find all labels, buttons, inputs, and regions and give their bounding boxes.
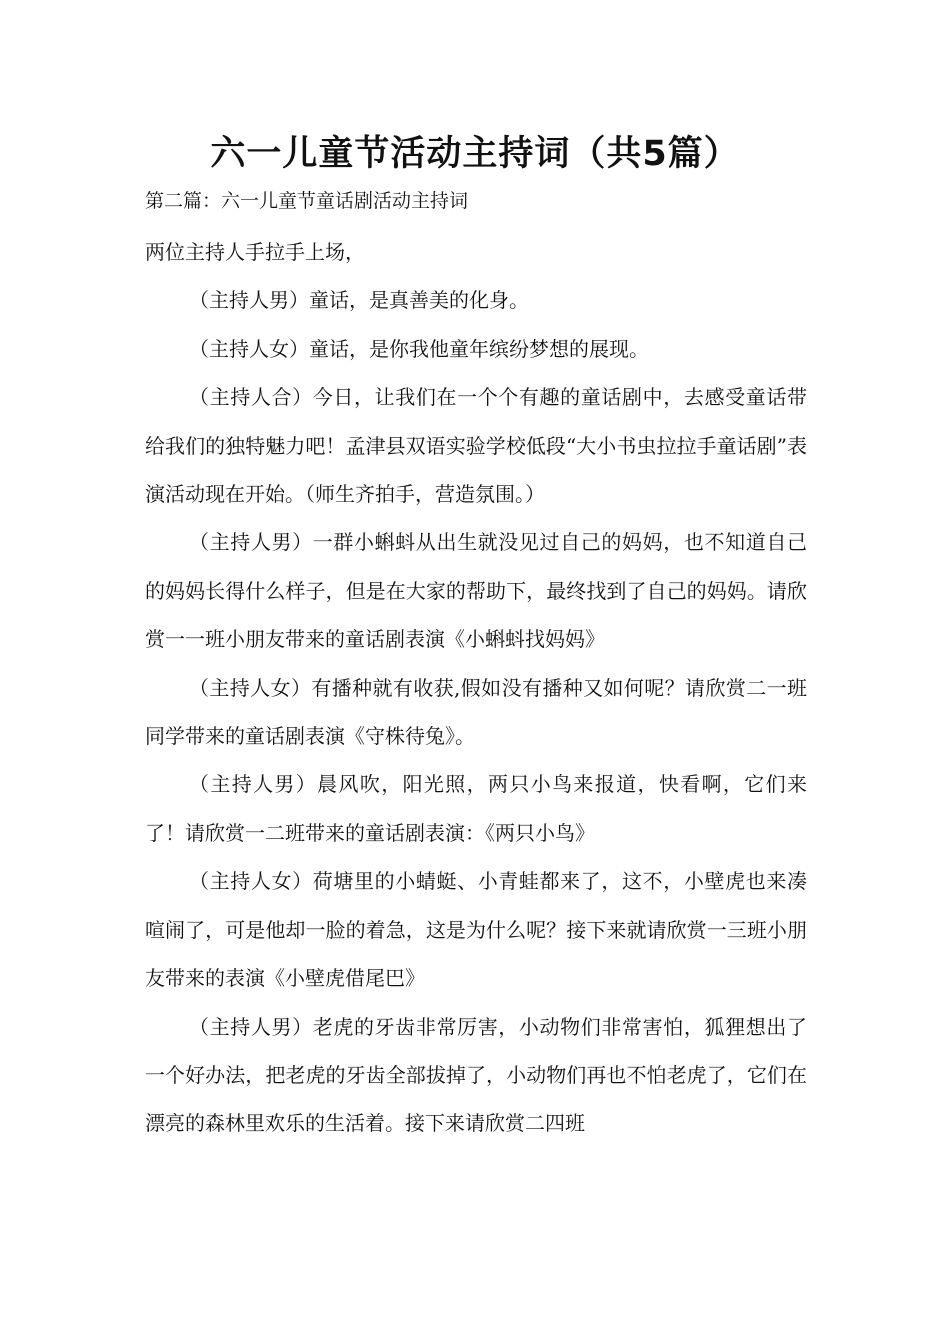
paragraph: （主持人女）有播种就有收获,假如没有播种又如何呢？请欣赏二一班同学带来的童话剧表演《守株待兔》。 <box>145 675 807 749</box>
paragraph: （主持人男）老虎的牙齿非常厉害，小动物们非常害怕，狐狸想出了一个好办法，把老虎的牙齿全部拔掉了，小动物们再也不怕老虎了，它们在漂亮的森林里欢乐的生活着。接下来请欣赏二四班 <box>145 1014 807 1136</box>
paragraph: （主持人男）一群小蝌蚪从出生就没见过自己的妈妈，也不知道自己的妈妈长得什么样子，但是在大家的帮助下，最终找到了自己的妈妈。请欣赏一一班小朋友带来的童话剧表演《小蝌蚪找妈妈》 <box>145 530 807 652</box>
paragraph-entrance: 两位主持人手拉手上场， <box>145 240 365 264</box>
document-body <box>145 228 807 1148</box>
paragraph: （主持人女）荷塘里的小蜻蜓、小青蛙都来了，这不，小壁虎也来凑喧闹了，可是他却一脸的着急，这是为什么呢？接下来就请欣赏一三班小朋友带来的表演《小壁虎借尾巴》 <box>145 869 807 991</box>
paragraph: （主持人女）童话，是你我他童年缤纷梦想的展现。 <box>189 336 649 361</box>
paragraph: （主持人合）今日，让我们在一个个有趣的童话剧中，去感受童话带给我们的独特魅力吧！孟津县双语实验学校低段“大小书虫拉拉手童话剧”表演活动现在开始。（师生齐拍手，营造氛围。） <box>145 385 807 507</box>
paragraph: （主持人男）晨风吹，阳光照，两只小鸟来报道，快看啊，它们来了！请欣赏一二班带来的童话剧表演：《两只小鸟》 <box>145 772 807 845</box>
paragraph: （主持人男）童话，是真善美的化身。 <box>189 288 529 313</box>
section-heading: 第二篇：六一儿童节童话剧活动主持词 <box>145 190 469 212</box>
document-title: 六一儿童节活动主持词（共5篇） <box>210 134 740 174</box>
